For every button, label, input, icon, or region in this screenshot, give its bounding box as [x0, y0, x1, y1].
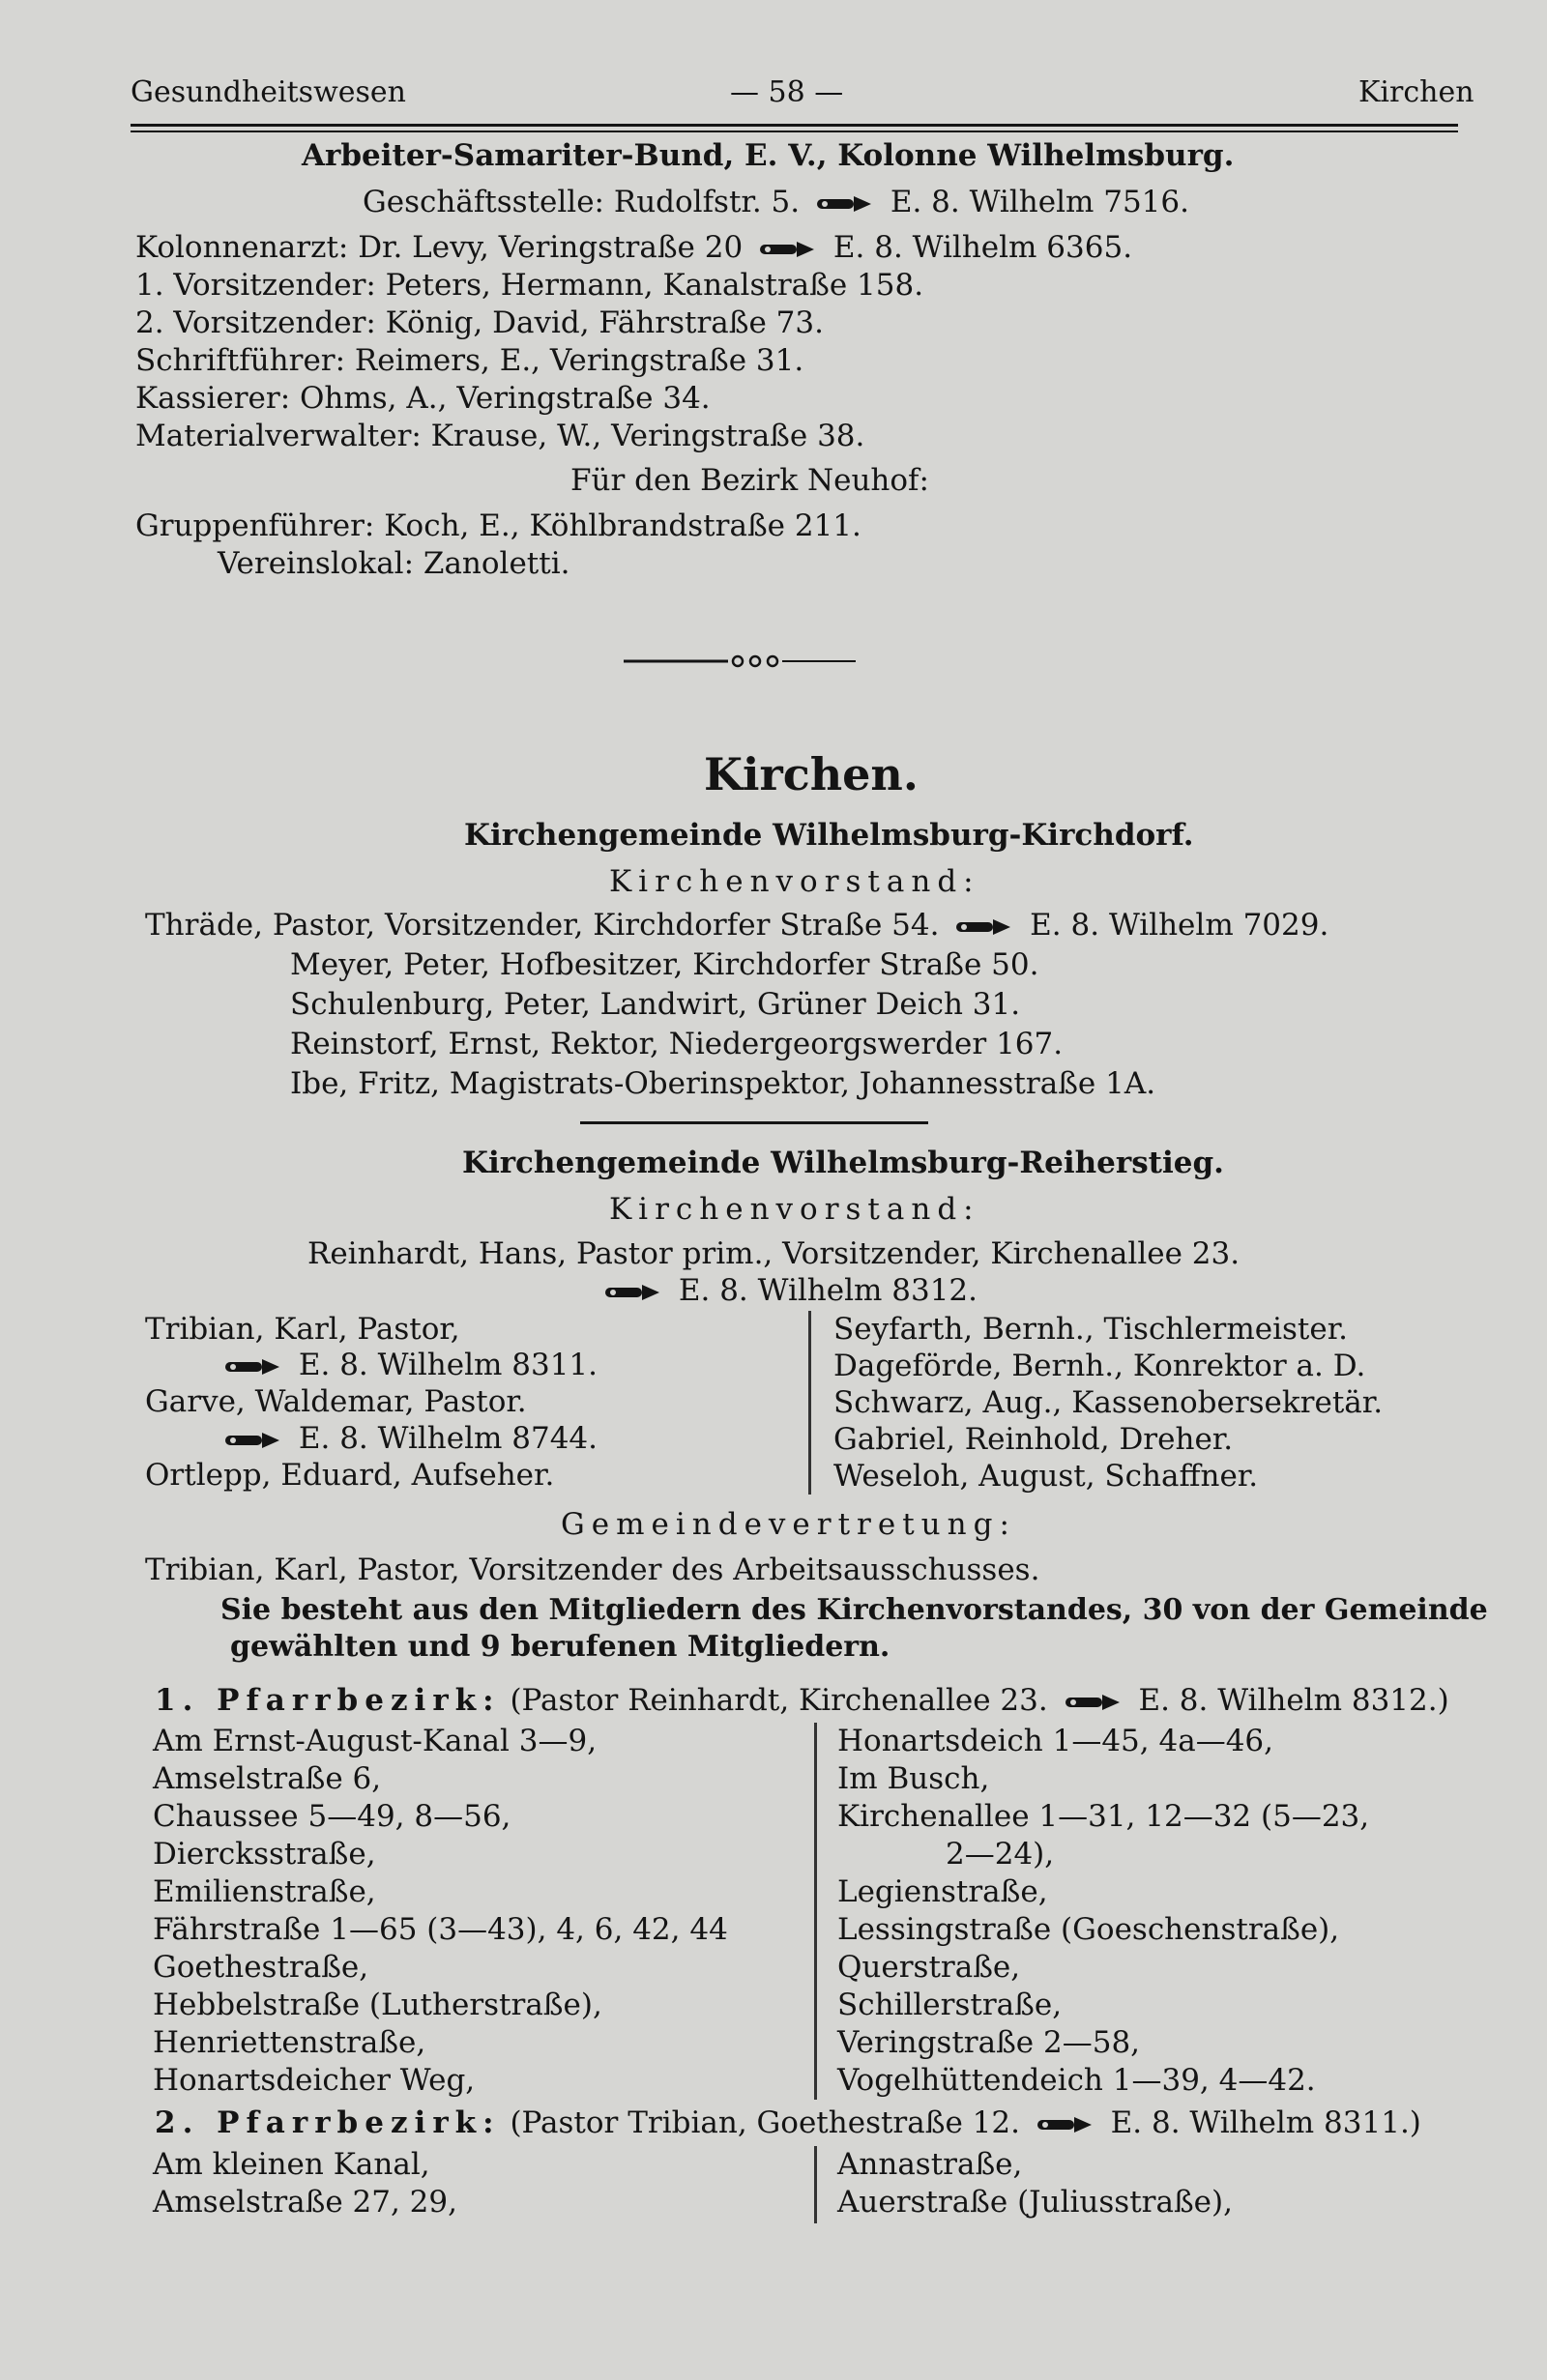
samariter-secretary: Schriftführer: Reimers, E., Veringstraße 31.	[135, 343, 804, 378]
board-member-right: Schwarz, Aug., Kassenobersekretär.	[833, 1385, 1384, 1420]
section-divider	[580, 1121, 928, 1124]
parish-1-street-right: Querstraße,	[837, 1950, 1021, 1985]
samariter-materials: Materialverwalter: Krause, W., Veringstraße 38.	[135, 419, 865, 453]
parish-1-street-left: Hebbelstraße (Lutherstraße),	[153, 1988, 602, 2022]
kirchdorf-chair-text: Thräde, Pastor, Vorsitzender, Kirchdorfer Straße 54.	[145, 908, 940, 943]
samariter-office	[363, 184, 1189, 220]
column-divider	[808, 1311, 811, 1495]
reiherstieg-chair: Reinhardt, Hans, Pastor prim., Vorsitzender, Kirchenallee 23.	[307, 1236, 1241, 1271]
council-chair: Tribian, Karl, Pastor, Vorsitzender des Arbeitsausschusses.	[145, 1553, 1040, 1587]
kirchdorf-member: Meyer, Peter, Hofbesitzer, Kirchdorfer Straße 50.	[290, 947, 1039, 982]
reiherstieg-board-heading: Kirchenvorstand:	[609, 1192, 980, 1227]
board-member-garve-phone: E. 8. Wilhelm 8744.	[298, 1421, 598, 1456]
telephone-icon	[223, 1354, 283, 1379]
samariter-doctor-label: Kolonnenarzt: Dr. Levy, Veringstraße 20	[135, 230, 744, 265]
reiherstieg-chair-phone: E. 8. Wilhelm 8312.	[678, 1273, 978, 1308]
samariter-chair-2: 2. Vorsitzender: König, David, Fährstraße 73.	[135, 305, 824, 340]
kirchdorf-board-heading: Kirchenvorstand:	[609, 864, 980, 899]
parish-1-street-left: Chaussee 5—49, 8—56,	[153, 1799, 511, 1834]
telephone-icon	[758, 237, 818, 262]
kirchdorf-member: Reinstorf, Ernst, Rektor, Niedergeorgswerder 167.	[290, 1027, 1064, 1061]
parish-1-phone: E. 8. Wilhelm 8312.)	[1138, 1683, 1449, 1718]
parish-1-street-right: Kirchenallee 1—31, 12—32 (5—23,	[837, 1799, 1370, 1834]
parish-1-header	[155, 1682, 1449, 1719]
council-heading: Gemeindevertretung:	[561, 1507, 1016, 1542]
telephone-icon	[1064, 1690, 1124, 1715]
parish-2-header	[155, 2104, 1421, 2141]
parish-1-street-right: 2—24),	[946, 1837, 1055, 1872]
running-header-topic: Kirchen	[1358, 75, 1474, 109]
parish-2-label: 2. Pfarrbezirk:	[155, 2105, 501, 2140]
kirchdorf-chair-phone: E. 8. Wilhelm 7029.	[1030, 908, 1329, 943]
header-rule-bottom	[131, 131, 1458, 132]
parish-1-street-left: Honartsdeicher Weg,	[153, 2063, 476, 2098]
parish-1-street-left: Goethestraße,	[153, 1950, 369, 1985]
samariter-title: Arbeiter-Samariter-Bund, E. V., Kolonne Wilhelmsburg.	[302, 138, 1235, 173]
council-note-line-2: gewählten und 9 berufenen Mitgliedern.	[230, 1630, 890, 1664]
samariter-office-phone: E. 8. Wilhelm 7516.	[890, 185, 1189, 219]
kirchdorf-member: Schulenburg, Peter, Landwirt, Grüner Deich 31.	[290, 987, 1021, 1022]
parish-1-street-right: Honartsdeich 1—45, 4a—46,	[837, 1724, 1273, 1758]
samariter-doctor	[135, 229, 1132, 266]
running-header-section: Gesundheitswesen	[131, 75, 406, 109]
parish-1-street-left: Diercksstraße,	[153, 1837, 376, 1872]
parish-2-street-right: Auerstraße (Juliusstraße),	[837, 2185, 1233, 2220]
parish-1-street-right: Legienstraße,	[837, 1874, 1048, 1909]
parish-1-street-left: Henriettenstraße,	[153, 2025, 426, 2060]
telephone-icon	[1036, 2112, 1095, 2137]
board-member-right: Seyfarth, Bernh., Tischlermeister.	[833, 1312, 1348, 1347]
parish-1-street-right: Lessingstraße (Goeschenstraße),	[837, 1912, 1340, 1947]
parish-2-street-right: Annastraße,	[837, 2147, 1023, 2182]
parish-1-street-left: Amselstraße 6,	[153, 1761, 382, 1796]
board-member-garve-phone-line	[218, 1420, 598, 1457]
section-title: Kirchen.	[704, 748, 919, 800]
telephone-icon	[603, 1280, 663, 1305]
kirchdorf-member: Ibe, Fritz, Magistrats-Oberinspektor, Johannesstraße 1A.	[290, 1066, 1156, 1101]
samariter-group-leader: Gruppenführer: Koch, E., Köhlbrandstraße 211.	[135, 508, 861, 543]
parish-1-label: 1. Pfarrbezirk:	[155, 1683, 501, 1718]
page-number: — 58 —	[730, 75, 844, 109]
samariter-chair-1: 1. Vorsitzender: Peters, Hermann, Kanalstraße 158.	[135, 268, 924, 303]
parish-1-info: (Pastor Reinhardt, Kirchenallee 23.	[510, 1683, 1048, 1718]
parish-1-street-left: Am Ernst-August-Kanal 3—9,	[153, 1724, 598, 1758]
district-heading: Für den Bezirk Neuhof:	[570, 463, 929, 498]
board-member-tribian-phone: E. 8. Wilhelm 8311.	[298, 1348, 598, 1382]
reiherstieg-chair-phone-line	[598, 1272, 978, 1309]
telephone-icon	[815, 191, 875, 217]
header-rule-top	[131, 124, 1458, 127]
parish-1-street-right: Im Busch,	[837, 1761, 990, 1796]
parish-2-phone: E. 8. Wilhelm 8311.)	[1110, 2105, 1421, 2140]
board-member-tribian-phone-line	[218, 1347, 598, 1383]
board-member-tribian: Tribian, Karl, Pastor,	[145, 1312, 460, 1347]
telephone-icon	[223, 1428, 283, 1453]
board-member-right: Weseloh, August, Schaffner.	[833, 1459, 1259, 1494]
parish-1-street-left: Fährstraße 1—65 (3—43), 4, 6, 42, 44	[153, 1912, 728, 1947]
kirchdorf-title: Kirchengemeinde Wilhelmsburg-Kirchdorf.	[464, 818, 1194, 853]
reiherstieg-title: Kirchengemeinde Wilhelmsburg-Reiherstieg.	[462, 1146, 1224, 1180]
board-member-right: Gabriel, Reinhold, Dreher.	[833, 1422, 1234, 1457]
parish-1-street-right: Schillerstraße,	[837, 1988, 1063, 2022]
parish-1-street-left: Emilienstraße,	[153, 1874, 376, 1909]
board-member-ortlepp: Ortlepp, Eduard, Aufseher.	[145, 1458, 555, 1493]
samariter-doctor-phone: E. 8. Wilhelm 6365.	[832, 230, 1133, 265]
board-member-right: Dageförde, Bernh., Konrektor a. D.	[833, 1349, 1366, 1383]
telephone-icon	[954, 914, 1014, 940]
kirchdorf-chair	[145, 907, 1328, 943]
parish-2-street-left: Am kleinen Kanal,	[153, 2147, 430, 2182]
parish-1-street-right: Veringstraße 2—58,	[837, 2025, 1141, 2060]
ornament-divider	[624, 644, 856, 679]
samariter-office-label: Geschäftsstelle: Rudolfstr. 5.	[363, 185, 801, 219]
column-divider	[814, 1723, 817, 2100]
parish-2-street-left: Amselstraße 27, 29,	[153, 2185, 457, 2220]
samariter-club-venue: Vereinslokal: Zanoletti.	[218, 546, 570, 581]
column-divider	[814, 2146, 817, 2223]
council-note-line-1: Sie besteht aus den Mitgliedern des Kirchenvorstandes, 30 von der Gemeinde	[220, 1593, 1488, 1627]
parish-1-street-right: Vogelhüttendeich 1—39, 4—42.	[837, 2063, 1316, 2098]
board-member-garve: Garve, Waldemar, Pastor.	[145, 1384, 527, 1419]
parish-2-info: (Pastor Tribian, Goethestraße 12.	[510, 2105, 1020, 2140]
samariter-treasurer: Kassierer: Ohms, A., Veringstraße 34.	[135, 381, 711, 416]
